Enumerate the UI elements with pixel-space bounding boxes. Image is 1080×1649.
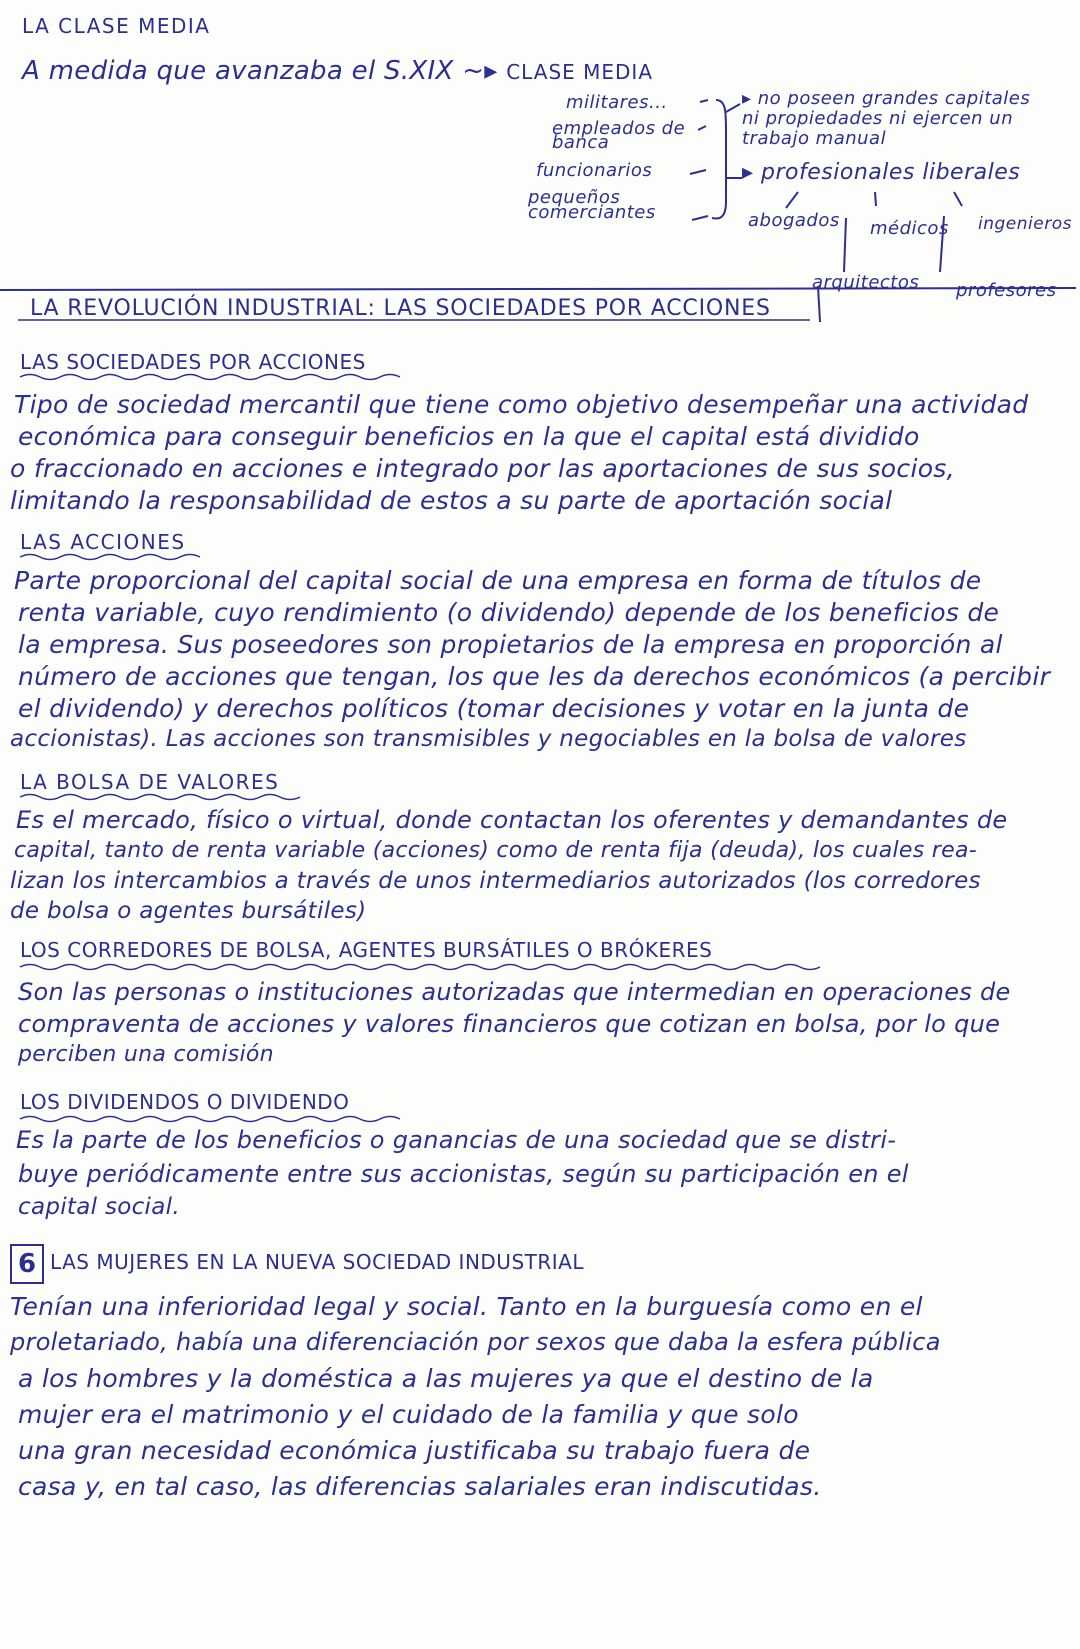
mujeres-line: proletariado, había una diferenciación por sexos que daba la esfera pública <box>10 1328 941 1356</box>
heading-underline <box>20 1114 420 1124</box>
sociedades-line: o fraccionado en acciones e integrado por las aportaciones de sus socios, <box>10 454 955 483</box>
acciones-line: Parte proporcional del capital social de una empresa en forma de títulos de <box>14 566 982 595</box>
profession: ingenieros <box>978 214 1072 234</box>
heading-underline <box>20 792 320 802</box>
intro-text: A medida que avanzaba el S.XIX <box>22 56 454 86</box>
corredores-line: perciben una comisión <box>18 1042 274 1067</box>
clase-media-intro <box>22 56 653 86</box>
clase-media-title: LA CLASE MEDIA <box>22 14 211 38</box>
dividendos-line: Es la parte de los beneficios o ganancias de una sociedad que se distri- <box>16 1126 897 1154</box>
bolsa-line: de bolsa o agentes bursátiles) <box>10 898 367 924</box>
right-note: trabajo manual <box>742 128 887 149</box>
sociedades-heading: LAS SOCIEDADES POR ACCIONES <box>20 350 366 374</box>
section-number: 6 <box>17 1249 37 1279</box>
arrow-icon: ~▸ <box>462 56 507 86</box>
mujeres-heading: LAS MUJERES EN LA NUEVA SOCIEDAD INDUSTRIAL <box>50 1250 584 1274</box>
profession: arquitectos <box>812 272 920 293</box>
bolsa-line: lizan los intercambios a través de unos intermediarios autorizados (los corredores <box>10 868 981 894</box>
bolsa-line: capital, tanto de renta variable (acciones) como de renta fija (deuda), los cuales rea- <box>14 838 977 863</box>
mujeres-line: casa y, en tal caso, las diferencias salariales eran indiscutidas. <box>18 1472 822 1501</box>
heading-underline <box>20 372 420 382</box>
section-number-box <box>10 1244 44 1284</box>
sociedades-line: económica para conseguir beneficios en la que el capital está dividido <box>18 422 920 451</box>
sociedades-line: Tipo de sociedad mercantil que tiene como objetivo desempeñar una actividad <box>14 390 1029 419</box>
corredores-heading: LOS CORREDORES DE BOLSA, AGENTES BURSÁTILES O BRÓKERES <box>20 938 713 962</box>
profession: médicos <box>870 218 949 239</box>
middle-class-item: funcionarios <box>536 160 653 181</box>
heading-underline <box>20 552 220 562</box>
acciones-line: renta variable, cuyo rendimiento (o dividendo) depende de los beneficios de <box>18 598 1000 627</box>
mujeres-line: una gran necesidad económica justificaba su trabajo fuera de <box>18 1436 811 1465</box>
acciones-line: número de acciones que tengan, los que les da derechos económicos (a percibir <box>18 662 1051 691</box>
acciones-heading: LAS ACCIONES <box>20 530 186 554</box>
middle-class-item: empleados de banca <box>552 118 686 153</box>
acciones-line: accionistas). Las acciones son transmisibles y negociables en la bolsa de valores <box>10 726 967 752</box>
bolsa-line: Es el mercado, físico o virtual, donde contactan los oferentes y demandantes de <box>16 806 1008 834</box>
corredores-line: compraventa de acciones y valores financieros que cotizan en bolsa, por lo que <box>18 1010 1001 1038</box>
acciones-line: el dividendo) y derechos políticos (tomar decisiones y votar en la junta de <box>18 694 970 723</box>
brace-connector <box>668 92 748 232</box>
middle-class-item: militares... <box>566 92 668 113</box>
section-title: LA REVOLUCIÓN INDUSTRIAL: LAS SOCIEDADES POR ACCIONES <box>30 296 771 321</box>
bolsa-heading: LA BOLSA DE VALORES <box>20 770 280 794</box>
profession: abogados <box>748 210 840 231</box>
right-note-liberales: ▸ profesionales liberales <box>742 160 1021 185</box>
right-note: ▸ no poseen grandes capitales <box>742 88 1031 109</box>
dividendos-heading: LOS DIVIDENDOS O DIVIDENDO <box>20 1090 350 1114</box>
acciones-line: la empresa. Sus poseedores son propietarios de la empresa en proporción al <box>18 630 1003 659</box>
mujeres-line: a los hombres y la doméstica a las mujeres ya que el destino de la <box>18 1364 874 1393</box>
sociedades-line: limitando la responsabilidad de estos a su parte de aportación social <box>10 486 893 515</box>
dividendos-line: capital social. <box>18 1194 180 1220</box>
corredores-line: Son las personas o instituciones autorizadas que intermedian en operaciones de <box>18 978 1011 1006</box>
mujeres-line: Tenían una inferioridad legal y social. Tanto en la burguesía como en el <box>10 1292 923 1321</box>
mujeres-line: mujer era el matrimonio y el cuidado de la familia y que solo <box>18 1400 799 1429</box>
profession: profesores <box>956 280 1057 301</box>
right-note: ni propiedades ni ejercen un <box>742 108 1014 129</box>
dividendos-line: buye periódicamente entre sus accionistas, según su participación en el <box>18 1160 909 1188</box>
intro-target: CLASE MEDIA <box>506 60 654 84</box>
middle-class-item: pequeños comerciantes <box>528 187 656 223</box>
heading-underline <box>20 962 840 972</box>
